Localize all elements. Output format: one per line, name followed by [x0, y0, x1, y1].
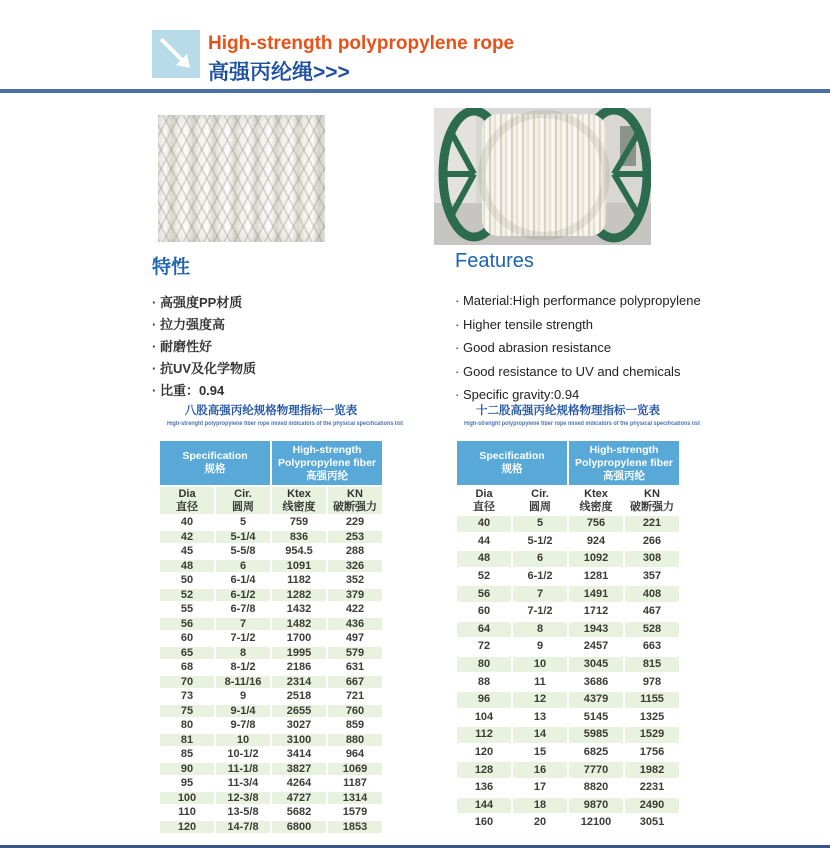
table-cell: 85 — [160, 748, 214, 761]
table-row — [457, 622, 679, 638]
table-cell: 13 — [513, 710, 567, 726]
table-cell: 3686 — [569, 674, 623, 690]
features-zh-list — [152, 292, 432, 402]
table-cell: 1325 — [625, 710, 679, 726]
table-cell: 10 — [216, 734, 270, 747]
table-row — [160, 589, 382, 602]
table-cell: 7-1/2 — [216, 632, 270, 645]
table-row — [160, 748, 382, 761]
table-cell: 88 — [457, 674, 511, 690]
table-cell: 1092 — [569, 551, 623, 567]
table-cell: 65 — [160, 647, 214, 660]
table-cell: 11-1/8 — [216, 763, 270, 776]
table-row — [160, 705, 382, 718]
table-cell: 52 — [457, 569, 511, 585]
table-cell: 5-1/4 — [216, 531, 270, 544]
table-row — [457, 727, 679, 743]
features-zh-heading: 特性 — [152, 257, 191, 278]
table-row — [457, 639, 679, 655]
footer-divider — [0, 845, 830, 848]
table-cell: 8-1/2 — [216, 661, 270, 674]
table-row — [160, 574, 382, 587]
table-cell: 6-7/8 — [216, 603, 270, 616]
table-cell: 5682 — [272, 806, 326, 819]
feature-item: · 耐磨性好 — [152, 336, 432, 358]
table-cell: 422 — [328, 603, 382, 616]
table-cell: 436 — [328, 618, 382, 631]
table-cell: 70 — [160, 676, 214, 689]
table-cell: 10 — [513, 657, 567, 673]
features-en-section — [455, 250, 775, 407]
column-header-ktex: Ktex 线密度 — [569, 487, 623, 514]
feature-item: · 拉力强度高 — [152, 314, 432, 336]
table-cell: 815 — [625, 657, 679, 673]
table-cell: 1982 — [625, 762, 679, 778]
table-cell: 128 — [457, 762, 511, 778]
table-cell: 10-1/2 — [216, 748, 270, 761]
table-cell: 20 — [513, 815, 567, 831]
table-cell: 11-3/4 — [216, 777, 270, 790]
table-cell: 253 — [328, 531, 382, 544]
table-row — [457, 815, 679, 831]
spec-table-8strand-body — [160, 516, 382, 833]
table-cell: 1482 — [272, 618, 326, 631]
table-cell: 1995 — [272, 647, 326, 660]
table-cell: 3027 — [272, 719, 326, 732]
table-cell: 2655 — [272, 705, 326, 718]
column-group-fiber: High-strength Polypropylene fiber 高强丙纶 — [569, 441, 679, 485]
table-cell: 2186 — [272, 661, 326, 674]
table-cell: 80 — [160, 719, 214, 732]
column-header-cir: Cir. 圆周 — [513, 487, 567, 514]
table-cell: 6-1/4 — [216, 574, 270, 587]
table-cell: 229 — [328, 516, 382, 529]
column-header-kn: KN 破断强力 — [625, 487, 679, 514]
table-row — [457, 657, 679, 673]
table-row — [160, 516, 382, 529]
table-row — [160, 560, 382, 573]
page-title-en: High-strength polypropylene rope — [208, 33, 515, 54]
column-header-cir: Cir. 圆周 — [216, 487, 270, 514]
table-cell: 6-1/2 — [513, 569, 567, 585]
table-cell: 954.5 — [272, 545, 326, 558]
table-row — [160, 719, 382, 732]
table-row — [457, 551, 679, 567]
table-cell: 1281 — [569, 569, 623, 585]
diagonal-arrow-icon — [152, 30, 200, 78]
table-cell: 6-1/2 — [216, 589, 270, 602]
table-cell: 288 — [328, 545, 382, 558]
table-cell: 56 — [160, 618, 214, 631]
table-cell: 408 — [625, 586, 679, 602]
column-group-specification: Specification 规格 — [457, 441, 567, 485]
table-row — [160, 531, 382, 544]
table-cell: 631 — [328, 661, 382, 674]
feature-item: · Higher tensile strength — [455, 313, 775, 337]
table-subtitle-en: High-strenght polypropylene fiber rope mixed indicators of the physical specifications list — [167, 421, 403, 427]
table-cell: 104 — [457, 710, 511, 726]
product-image-rope-reel — [434, 108, 651, 245]
spec-table-12strand — [455, 439, 681, 833]
feature-item: · 抗UV及化学物质 — [152, 358, 432, 380]
table-cell: 9 — [513, 639, 567, 655]
table-cell: 7770 — [569, 762, 623, 778]
table-cell: 4264 — [272, 777, 326, 790]
feature-item: · 高强度PP材质 — [152, 292, 432, 314]
column-group-fiber: High-strength Polypropylene fiber 高强丙纶 — [272, 441, 382, 485]
table-cell: 64 — [457, 622, 511, 638]
page-title-zh-link[interactable]: 高强丙纶绳>>> — [208, 61, 350, 84]
table-cell: 352 — [328, 574, 382, 587]
table-row — [160, 777, 382, 790]
spec-table-8strand-section — [158, 405, 403, 835]
features-zh-section — [152, 252, 432, 402]
table-row — [457, 692, 679, 708]
table-row — [457, 516, 679, 532]
table-cell: 357 — [625, 569, 679, 585]
table-cell: 3100 — [272, 734, 326, 747]
table-cell: 721 — [328, 690, 382, 703]
table-cell: 8-11/16 — [216, 676, 270, 689]
table-row — [457, 534, 679, 550]
table-cell: 12 — [513, 692, 567, 708]
table-cell: 266 — [625, 534, 679, 550]
table-cell: 1700 — [272, 632, 326, 645]
table-cell: 528 — [625, 622, 679, 638]
table-cell: 9-7/8 — [216, 719, 270, 732]
feature-item: · Material:High performance polypropylene — [455, 289, 775, 313]
table-cell: 964 — [328, 748, 382, 761]
table-cell: 6 — [513, 551, 567, 567]
table-cell: 52 — [160, 589, 214, 602]
table-cell: 1491 — [569, 586, 623, 602]
table-cell: 100 — [160, 792, 214, 805]
table-cell: 9870 — [569, 798, 623, 814]
table-row — [160, 618, 382, 631]
table-row — [457, 569, 679, 585]
table-row — [457, 674, 679, 690]
table-cell: 1182 — [272, 574, 326, 587]
table-cell: 44 — [457, 534, 511, 550]
table-cell: 56 — [457, 586, 511, 602]
table-cell: 9 — [216, 690, 270, 703]
table-cell: 3414 — [272, 748, 326, 761]
table-cell: 110 — [160, 806, 214, 819]
table-cell: 3045 — [569, 657, 623, 673]
table-cell: 3051 — [625, 815, 679, 831]
table-cell: 1091 — [272, 560, 326, 573]
table-cell: 4379 — [569, 692, 623, 708]
table-cell: 45 — [160, 545, 214, 558]
table-cell: 880 — [328, 734, 382, 747]
table-cell: 90 — [160, 763, 214, 776]
table-cell: 978 — [625, 674, 679, 690]
column-header-kn: KN 破断强力 — [328, 487, 382, 514]
table-cell: 160 — [457, 815, 511, 831]
table-cell: 5 — [513, 516, 567, 532]
table-cell: 9-1/4 — [216, 705, 270, 718]
table-cell: 5-1/2 — [513, 534, 567, 550]
table-cell: 7-1/2 — [513, 604, 567, 620]
column-header-dia: Dia 直径 — [457, 487, 511, 514]
table-cell: 379 — [328, 589, 382, 602]
table-cell: 1756 — [625, 745, 679, 761]
table-cell: 1712 — [569, 604, 623, 620]
column-header-ktex: Ktex 线密度 — [272, 487, 326, 514]
table-row — [160, 545, 382, 558]
table-cell: 308 — [625, 551, 679, 567]
table-title-zh: 十二股高强丙纶规格物理指标一览表 — [476, 405, 660, 417]
table-row — [160, 661, 382, 674]
table-row — [160, 792, 382, 805]
header-divider — [0, 89, 830, 93]
table-cell: 2314 — [272, 676, 326, 689]
table-cell: 13-5/8 — [216, 806, 270, 819]
table-subtitle-en: High-strenght polypropylene fiber rope mixed indicators of the physical specifications list — [464, 421, 700, 427]
table-row — [457, 798, 679, 814]
table-row — [160, 734, 382, 747]
table-cell: 756 — [569, 516, 623, 532]
table-cell: 11 — [513, 674, 567, 690]
table-cell: 1853 — [328, 821, 382, 834]
feature-item: · Good resistance to UV and chemicals — [455, 360, 775, 384]
feature-item: · 比重：0.94 — [152, 380, 432, 402]
table-row — [457, 586, 679, 602]
table-cell: 2231 — [625, 780, 679, 796]
feature-item: · Specific gravity:0.94 — [455, 383, 775, 407]
table-cell: 120 — [160, 821, 214, 834]
table-cell: 1529 — [625, 727, 679, 743]
table-cell: 4727 — [272, 792, 326, 805]
table-row — [160, 647, 382, 660]
table-cell: 7 — [513, 586, 567, 602]
table-cell: 467 — [625, 604, 679, 620]
table-cell: 96 — [457, 692, 511, 708]
table-cell: 8 — [216, 647, 270, 660]
table-cell: 8 — [513, 622, 567, 638]
feature-item: · Good abrasion resistance — [455, 336, 775, 360]
table-cell: 12-3/8 — [216, 792, 270, 805]
table-cell: 6 — [216, 560, 270, 573]
table-cell: 15 — [513, 745, 567, 761]
table-cell: 859 — [328, 719, 382, 732]
table-cell: 667 — [328, 676, 382, 689]
table-cell: 12100 — [569, 815, 623, 831]
table-cell: 7 — [216, 618, 270, 631]
table-cell: 2457 — [569, 639, 623, 655]
table-cell: 1579 — [328, 806, 382, 819]
spec-table-12strand-section — [455, 405, 700, 833]
table-cell: 326 — [328, 560, 382, 573]
table-title-zh: 八股高强丙纶规格物理指标一览表 — [184, 405, 358, 417]
table-cell: 759 — [272, 516, 326, 529]
table-row — [457, 780, 679, 796]
table-cell: 18 — [513, 798, 567, 814]
table-cell: 68 — [160, 661, 214, 674]
table-row — [457, 745, 679, 761]
table-cell: 81 — [160, 734, 214, 747]
table-cell: 16 — [513, 762, 567, 778]
table-cell: 5985 — [569, 727, 623, 743]
table-cell: 760 — [328, 705, 382, 718]
table-cell: 1187 — [328, 777, 382, 790]
table-cell: 73 — [160, 690, 214, 703]
table-row — [160, 763, 382, 776]
table-cell: 55 — [160, 603, 214, 616]
table-row — [457, 762, 679, 778]
features-en-list — [455, 289, 775, 407]
table-cell: 1432 — [272, 603, 326, 616]
spec-table-12strand-body — [457, 516, 679, 831]
table-row — [457, 604, 679, 620]
table-cell: 80 — [457, 657, 511, 673]
table-cell: 42 — [160, 531, 214, 544]
table-cell: 1282 — [272, 589, 326, 602]
table-row — [160, 603, 382, 616]
table-cell: 5 — [216, 516, 270, 529]
table-cell: 60 — [160, 632, 214, 645]
table-row — [160, 632, 382, 645]
table-cell: 144 — [457, 798, 511, 814]
table-cell: 1069 — [328, 763, 382, 776]
table-cell: 136 — [457, 780, 511, 796]
table-cell: 14-7/8 — [216, 821, 270, 834]
table-cell: 14 — [513, 727, 567, 743]
table-cell: 6825 — [569, 745, 623, 761]
table-cell: 60 — [457, 604, 511, 620]
table-cell: 48 — [160, 560, 214, 573]
table-cell: 2490 — [625, 798, 679, 814]
table-cell: 112 — [457, 727, 511, 743]
table-cell: 1155 — [625, 692, 679, 708]
table-cell: 3827 — [272, 763, 326, 776]
table-cell: 120 — [457, 745, 511, 761]
table-cell: 6800 — [272, 821, 326, 834]
table-cell: 663 — [625, 639, 679, 655]
table-cell: 40 — [160, 516, 214, 529]
table-row — [160, 690, 382, 703]
table-row — [160, 821, 382, 834]
table-cell: 497 — [328, 632, 382, 645]
table-cell: 579 — [328, 647, 382, 660]
table-cell: 836 — [272, 531, 326, 544]
table-cell: 48 — [457, 551, 511, 567]
table-row — [160, 806, 382, 819]
table-cell: 17 — [513, 780, 567, 796]
product-image-braided-rope — [158, 115, 325, 242]
table-cell: 1943 — [569, 622, 623, 638]
table-cell: 1314 — [328, 792, 382, 805]
features-en-heading: Features — [455, 250, 534, 272]
table-cell: 924 — [569, 534, 623, 550]
table-cell: 75 — [160, 705, 214, 718]
table-cell: 8820 — [569, 780, 623, 796]
table-cell: 40 — [457, 516, 511, 532]
column-group-specification: Specification 规格 — [160, 441, 270, 485]
table-cell: 5145 — [569, 710, 623, 726]
table-cell: 221 — [625, 516, 679, 532]
table-row — [457, 710, 679, 726]
column-header-dia: Dia 直径 — [160, 487, 214, 514]
table-cell: 2518 — [272, 690, 326, 703]
table-cell: 95 — [160, 777, 214, 790]
spec-table-8strand — [158, 439, 384, 835]
table-cell: 50 — [160, 574, 214, 587]
table-cell: 5-5/8 — [216, 545, 270, 558]
table-row — [160, 676, 382, 689]
table-cell: 72 — [457, 639, 511, 655]
